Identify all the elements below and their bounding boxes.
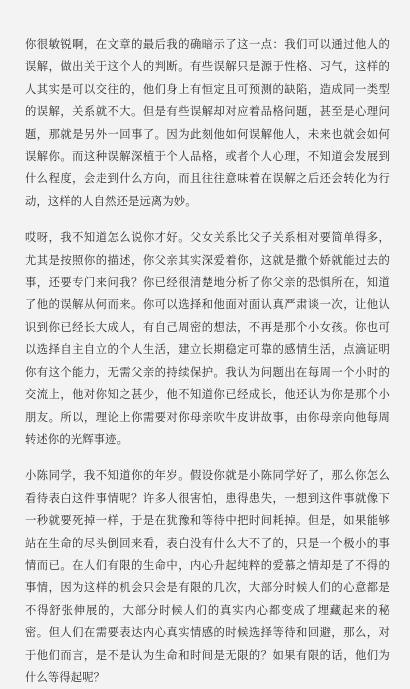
paragraph-3: 小陈同学，我不知道你的年岁。假设你就是小陈同学好了，那么你怎么看待表白这件事情呢？许多人很害怕，患得患失，一想到这件事就像下一秒就要死掉一样，于是在犹豫和等待中把时间耗掉。但是，如果能够站在生命的尽头倒回来看，表白没有什么大不了的，只是一个极小的事情而已。在人们有限的生命中，内心升起纯粹的爱慕之情却是了不得的事情，因为这样的机会只会是有限的几次，大部分时候人们的心意都是不得舒张伸展的，大部分时候人们的真实内心都变成了埋藏起来的秘密。但人们在需要表达内心真实情感的时候选择等待和回避，那么，对于他们而言，是不是认为生命和时间是无限的？如果有限的话，他们为什么等得起呢？ (25, 469, 390, 684)
paragraph-2: 哎呀，我不知道怎么说你才好。父女关系比父子关系相对要简单得多，尤其是按照你的描述，你父亲其实深爱着你，这就是撒个娇就能过去的事，还要专门来问我？你已经很清楚地分析了你父亲的恐惧所在，知道了他的误解从何而来。你可以选择和他面对面认真严肃谈一次，让他认识到你已经长大成人，有自己周密的想法，不再是那个小女孩。你也可以选择自主自立的个人生活，建立长期稳定可靠的感情生活，点滴证明你有这个能力，无需父亲的持续保护。我认为问题出在每周一个小时的交流上，他对你知之甚少，他不知道你已经成长，他还认为你是那个小朋友。所以，理论上你需要对你母亲吹牛皮讲故事，由你母亲向他每周转述你的光辉事迹。 (25, 231, 390, 446)
paragraph-1: 你很敏锐啊，在文章的最后我的确暗示了这一点：我们可以通过他人的误解，做出关于这个人的判断。有些误解只是源于性格、习气，这样的人其实是可以交往的，他们身上有恒定且可预测的缺陷，造成同一类型的误解，关系就不大。但是有些误解却对应着品格问题，甚至是心理问题，那就是另外一回事了。因为此刻他如何误解他人，未来也就会如何误解你。而这种误解深植于个人品格，或者个人心理，不知道会发展到什么程度，会走到什么方向，而且往往意味着在误解之后还会转化为行动，这样的人自然还是远离为妙。 (25, 38, 390, 208)
